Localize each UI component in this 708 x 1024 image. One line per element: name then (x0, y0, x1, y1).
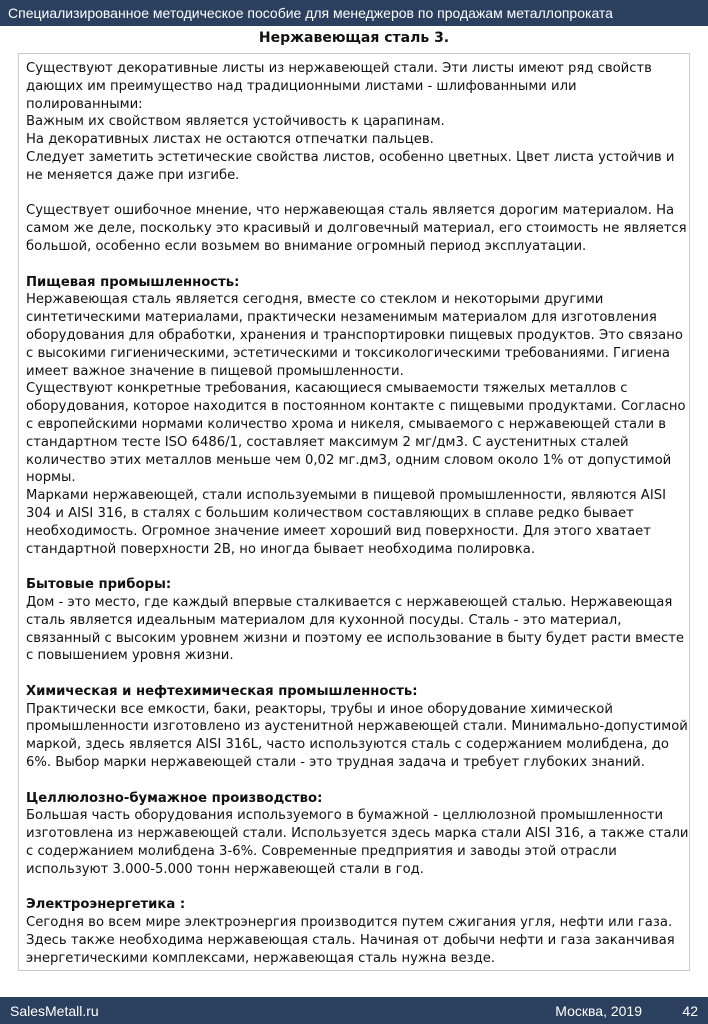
section-heading-paper: Целлюлозно-бумажное производство: (26, 790, 323, 806)
footer-bar (0, 997, 708, 1024)
paragraph-intro-3: На декоративных листах не остаются отпечатки пальцев. (26, 132, 434, 148)
paragraph-chem-1: Практически все емкости, баки, реакторы, трубы и иное оборудование химической промышленности изготовлено из аустенитной нержавеющей стали. Минимально-допустимой маркой, здесь является AISI 316L, часто используются сталь с содержанием молибдена, до 6%. Выбор марки нержавеющей стали - это трудная задача и требует глубоких знаний. (26, 701, 688, 771)
section-heading-chem: Химическая и нефтехимическая промышленность: (26, 683, 418, 699)
spacer (26, 256, 694, 274)
paragraph-intro-4: Следует заметить эстетические свойства листов, особенно цветных. Цвет листа устойчив и не меняется даже при изгибе. (26, 149, 675, 183)
paragraph-energy-1: Сегодня во всем мире электроэнергия производится путем сжигания угля, нефти или газа. Здесь также необходима нержавеющая сталь. Начиная от добычи нефти и газа заканчивая энергетическими комплексами, нержавеющая сталь нужна везде. (26, 915, 675, 966)
paragraph-home-1: Дом - это место, где каждый впервые сталкивается с нержавеющей сталью. Нержавеющая сталь является идеальным материалом для кухонной посуды. Сталь - это материал, связанный с высоким уровнем жизни и поэтому ее использование в быту будет расти вместе с повышением уровня жизни. (26, 594, 685, 664)
section-heading-food: Пищевая промышленность: (26, 274, 240, 290)
paragraph-paper-1: Большая часть оборудования используемого в бумажной - целлюлозной промышленности изготовлена из нержавеющей стали. Используется здесь марка стали AISI 316, а также стали с содержанием молибдена 3-6%. Современные предприятия и заводы этой отрасли используют 3.000-5.000 тонн нержавеющей стали в год. (26, 808, 689, 877)
paragraph-intro-1: Существуют декоративные листы из нержавеющей стали. Эти листы имеют ряд свойств дающих им преимущество над традиционными листами - шлифованными или полированными: (26, 61, 652, 112)
paragraph-intro-2: Важным их свойством является устойчивость к царапинам. (26, 114, 445, 130)
spacer (26, 879, 694, 897)
footer-city-year: Москва, 2019 (555, 1003, 642, 1019)
spacer (26, 665, 694, 683)
section-heading-home: Бытовые приборы: (26, 577, 172, 593)
paragraph-cost: Существует ошибочное мнение, что нержавеющая сталь является дорогим материалом. На самом же деле, поскольку это красивый и долговечный материал, его стоимость не является большой, особенно если возьмем во внимание огромный период эксплуатации. (26, 203, 687, 254)
page-number: 42 (682, 1003, 698, 1019)
paragraph-food-1: Нержавеющая сталь является сегодня, вместе со стеклом и некоторыми другими синтетическими материалами, практически незаменимым материалом для изготовления оборудования для обработки, хранения и транспортировки пищевых продуктов. Это связано с высокими гигиеническими, эстетическими и токсикологическими требованиями. Гигиена имеет важное значение в пищевой промышленности. (26, 292, 683, 379)
paragraph-food-2: Существуют конкретные требования, касающиеся смываемости тяжелых металлов с оборудования, которое находится в постоянном контакте с пищевыми продуктами. Согласно с европейскими нормами количество хрома и никеля, смываемого с нержавеющей стали в стандартном тесте ISO 6486/1, составляет максимум 2 мг/дм3. С аустенитных сталей количество этих металлов меньше чем 0,02 мг.дм3, одним словом около 1% от допустимой нормы. (26, 381, 686, 486)
footer-site-link[interactable]: SalesMetall.ru (10, 1003, 99, 1019)
paragraph-food-3: Марками нержавеющей, стали используемыми в пищевой промышленности, являются AISI 304 и AISI 316, в сталях с большим количеством составляющих в сплаве редко бывает необходимость. Огромное значение имеет хороший вид поверхности. Для этого хватает стандартной поверхности 2B, но иногда бывает необходима полировка. (26, 488, 666, 557)
header-bar (0, 0, 708, 26)
page-title: Нержавеющая сталь 3. (258, 30, 450, 46)
section-heading-energy: Электроэнергетика : (26, 897, 186, 913)
spacer (26, 185, 694, 203)
spacer (26, 772, 694, 790)
content-body (26, 60, 694, 968)
spacer (26, 558, 694, 576)
header-text: Специализированное методическое пособие для менеджеров по продажам металлопроката (8, 5, 613, 21)
